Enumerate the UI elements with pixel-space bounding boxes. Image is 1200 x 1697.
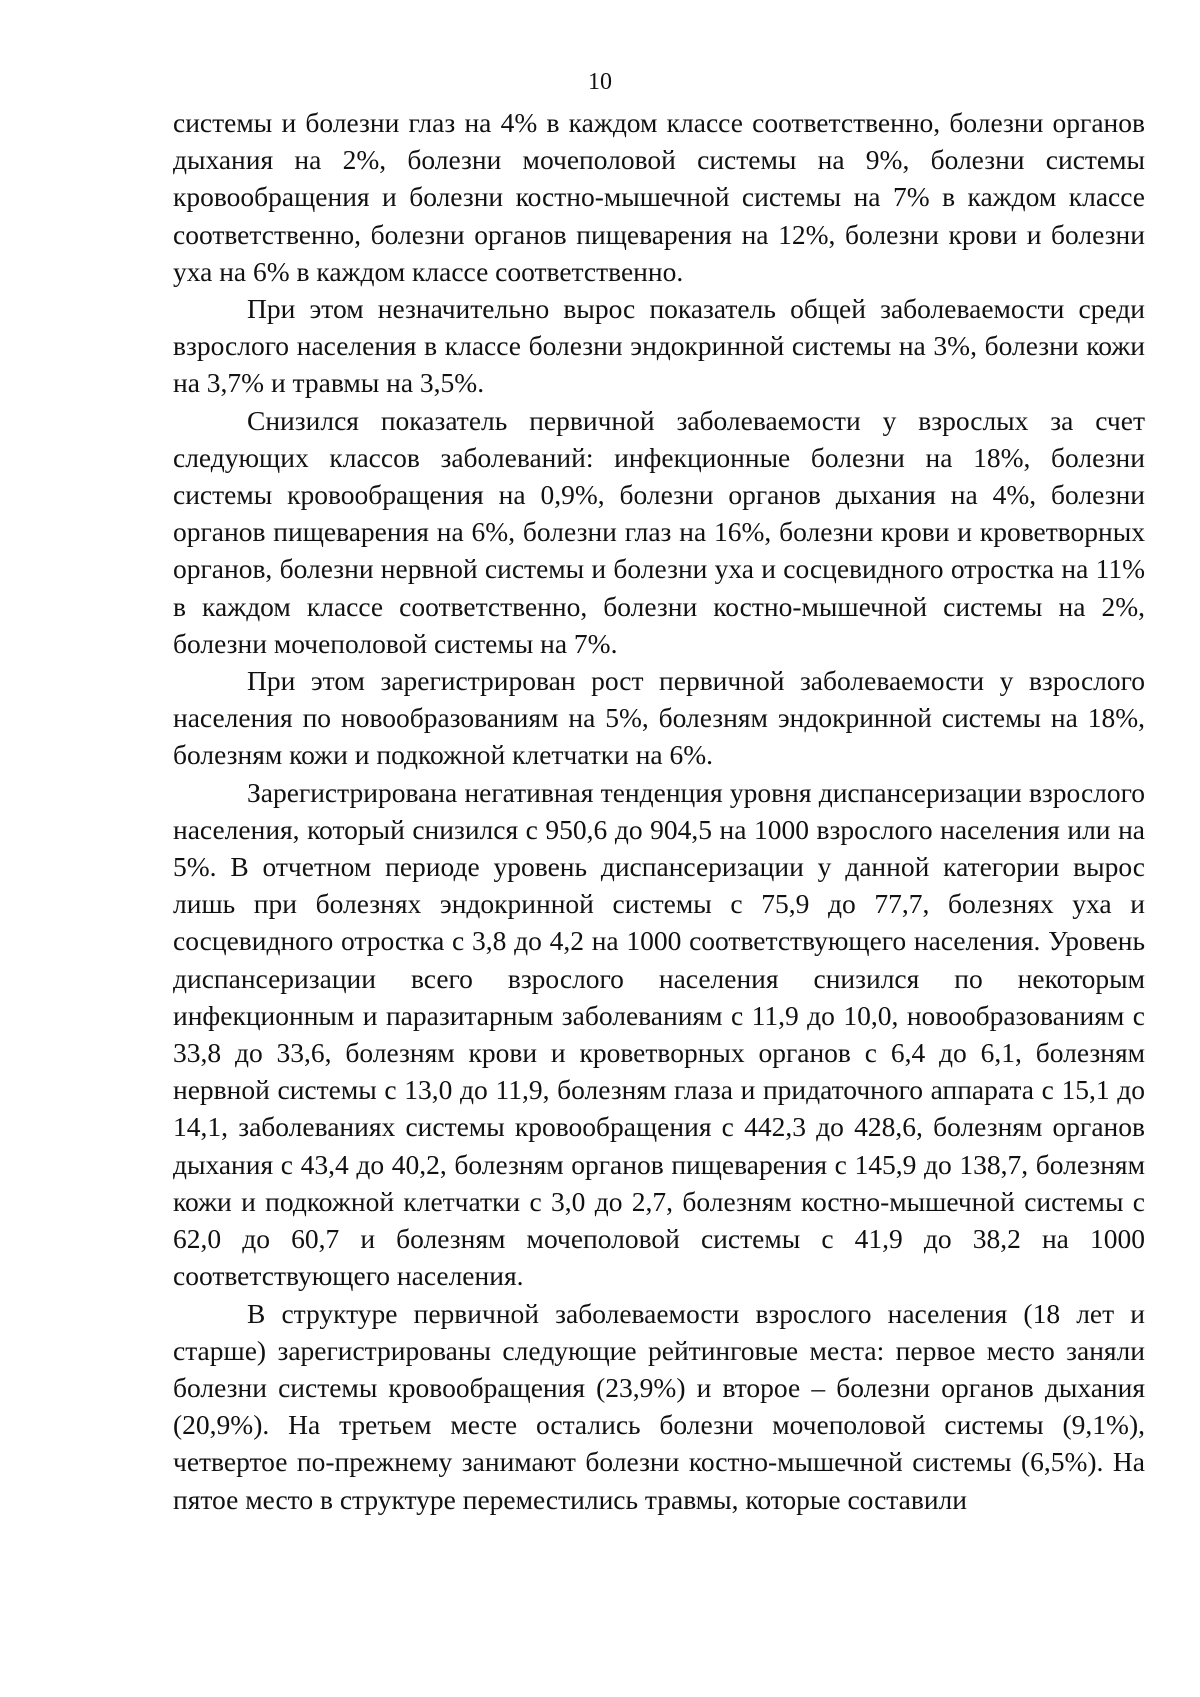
paragraph-continuation: системы и болезни глаз на 4% в каждом классе соответственно, болезни органов дыхания на 2%, болезни мочеполовой системы на 9%, болезни системы кровообращения и болезни костно-мышечной системы на 7% в каждом классе соответственно, болезни органов пищеварения на 12%, болезни крови и болезни уха на 6% в каждом классе соответственно. xyxy=(173,107,1145,287)
page-number: 10 xyxy=(588,69,612,95)
paragraph-primary-morbidity-growth: При этом зарегистрирован рост первичной заболеваемости у взрослого населения по новообразованиям на 5%, болезням эндокринной системы на 18%, болезням кожи и подкожной клетчатки на 6%. xyxy=(173,665,1145,771)
paragraph-dispensary-level: Зарегистрирована негативная тенденция уровня диспансеризации взрослого населения, который снизился с 950,6 до 904,5 на 1000 взрослого населения или на 5%. В отчетном периоде уровень диспансеризации у данной категории вырос лишь при болезнях эндокринной системы с 75,9 до 77,7, болезнях уха и сосцевидного отростка с 3,8 до 4,2 на 1000 соответствующего населения. Уровень диспансеризации всего взрослого населения снизился по некоторым инфекционным и паразитарным заболеваниям с 11,9 до 10,0, новообразованиям с 33,8 до 33,6, болезням крови и кроветворных органов с 6,4 до 6,1, болезням нервной системы с 13,0 до 11,9, болезням глаза и придаточного аппарата с 15,1 до 14,1, заболеваниях системы кровообращения с 442,3 до 428,6, болезням органов дыхания с 43,4 до 40,2, болезням органов пищеварения с 145,9 до 138,7, болезням кожи и подкожной клетчатки с 3,0 до 2,7, болезням костно-мышечной системы с 62,0 до 60,7 и болезням мочеполовой системы с 41,9 до 38,2 на 1000 соответствующего населения. xyxy=(173,776,1145,1292)
paragraph-morbidity-structure: В структуре первичной заболеваемости взрослого населения (18 лет и старше) зарегистрированы следующие рейтинговые места: первое место заняли болезни системы кровообращения (23,9%) и второе – болезни органов дыхания (20,9%). На третьем месте остались болезни мочеполовой системы (9,1%), четвертое по-прежнему занимают болезни костно-мышечной системы (6,5%). На пятое место в структуре переместились травмы, которые составили xyxy=(173,1297,1145,1515)
paragraph-general-morbidity-growth: При этом незначительно вырос показатель общей заболеваемости среди взрослого населения в классе болезни эндокринной системы на 3%, болезни кожи на 3,7% и травмы на 3,5%. xyxy=(173,293,1145,399)
paragraph-primary-morbidity-decrease: Снизился показатель первичной заболеваемости у взрослых за счет следующих классов заболеваний: инфекционные болезни на 18%, болезни системы кровообращения на 0,9%, болезни органов дыхания на 4%, болезни органов пищеварения на 6%, болезни глаз на 16%, болезни крови и кроветворных органов, болезни нервной системы и болезни уха и сосцевидного отростка на 11% в каждом классе соответственно, болезни костно-мышечной системы на 2%, болезни мочеполовой системы на 7%. xyxy=(173,404,1145,659)
body-text xyxy=(173,104,1145,1518)
